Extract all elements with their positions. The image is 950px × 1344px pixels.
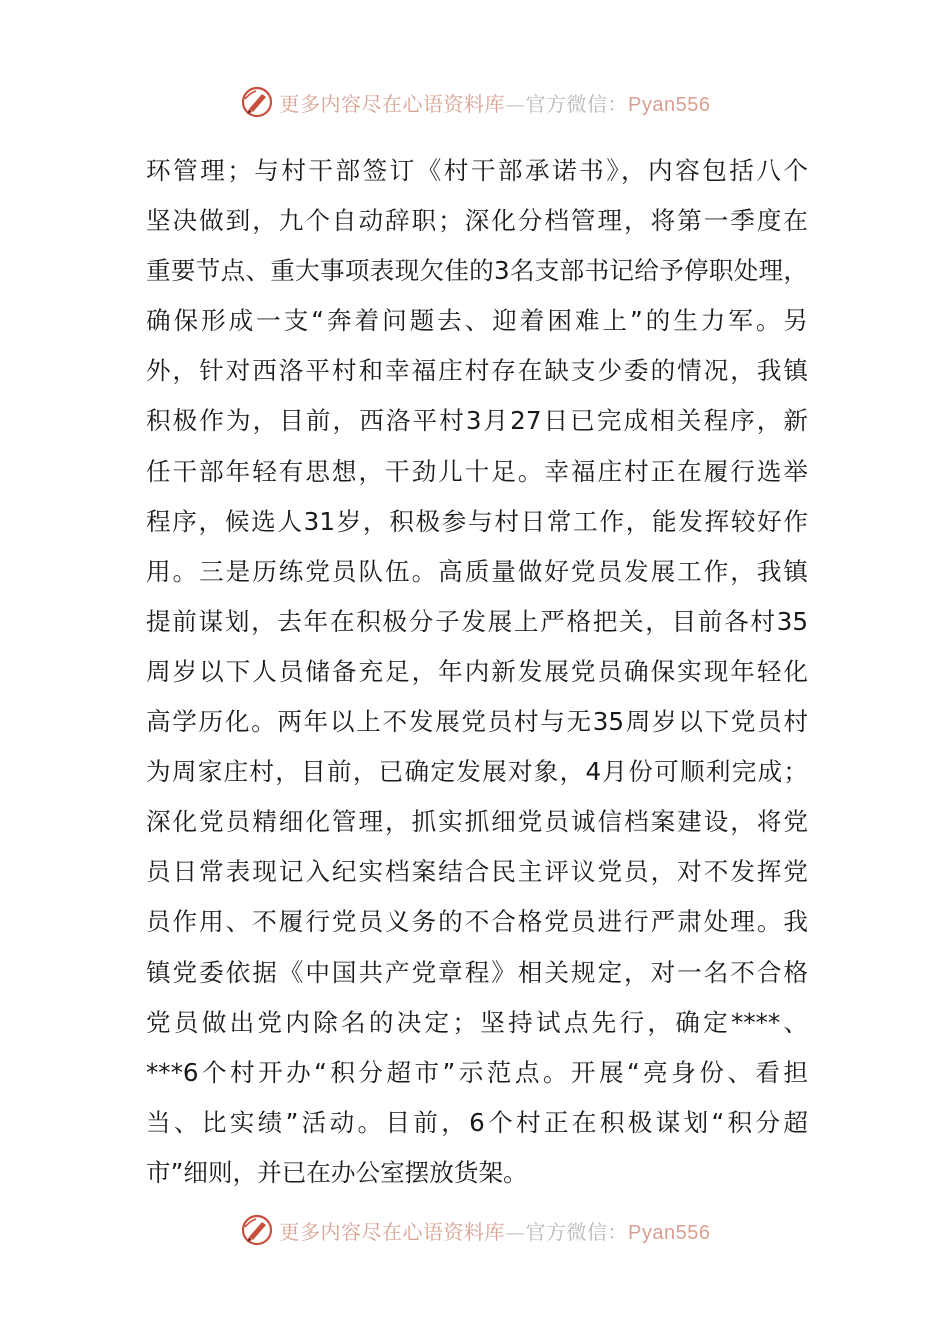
watermark-wechat-id: Pyan556	[628, 93, 711, 116]
watermark-label: 官方微信：	[525, 91, 629, 116]
body-line: 深化党员精细化管理，抓实抓细党员诚信档案建设，将党	[146, 807, 808, 837]
watermark-text	[280, 88, 711, 117]
watermark-separator: —	[505, 1219, 526, 1244]
pen-nib-circle-icon	[240, 1213, 274, 1247]
watermark-brand: 更多内容尽在心语资料库	[279, 1219, 506, 1244]
body-line: 周岁以下人员储备充足，年内新发展党员确保实现年轻化	[146, 656, 808, 686]
body-line: 市”细则，并已在办公室摆放货架。	[146, 1157, 528, 1187]
pen-nib-circle-icon	[240, 85, 274, 119]
body-line: 任干部年轻有思想，干劲儿十足。幸福庄村正在履行选举	[146, 456, 808, 486]
body-line: 重要节点、重大事项表现欠佳的3名支部书记给予停职处理，	[146, 256, 808, 286]
watermark-separator: —	[505, 91, 526, 116]
header-watermark	[0, 82, 950, 122]
body-line: 员作用、不履行党员义务的不合格党员进行严肃处理。我	[146, 907, 808, 937]
body-line: 提前谋划，去年在积极分子发展上严格把关，目前各村35	[146, 606, 808, 636]
body-line: 镇党委依据《中国共产党章程》相关规定，对一名不合格	[146, 957, 808, 987]
watermark-brand: 更多内容尽在心语资料库	[279, 91, 506, 116]
body-line: 坚决做到，九个自动辞职；深化分档管理，将第一季度在	[146, 206, 808, 236]
footer-watermark	[0, 1210, 950, 1250]
watermark-text	[280, 1216, 711, 1245]
body-line: 高学历化。两年以上不发展党员村与无35周岁以下党员村	[146, 707, 808, 737]
body-line: 程序，候选人31岁，积极参与村日常工作，能发挥较好作	[146, 506, 808, 536]
body-line: 确保形成一支“奔着问题去、迎着困难上”的生力军。另	[146, 306, 808, 336]
body-line: ***6个村开办“积分超市”示范点。开展“亮身份、看担	[146, 1057, 808, 1087]
body-line: 员日常表现记入纪实档案结合民主评议党员，对不发挥党	[146, 857, 808, 887]
body-line: 当、比实绩”活动。目前，6个村正在积极谋划“积分超	[146, 1107, 808, 1137]
body-line: 党员做出党内除名的决定；坚持试点先行，确定****、	[146, 1007, 808, 1037]
body-line: 环管理；与村干部签订《村干部承诺书》，内容包括八个	[146, 156, 808, 185]
body-line: 外，针对西洛平村和幸福庄村存在缺支少委的情况，我镇	[146, 356, 808, 386]
body-line: 为周家庄村，目前，已确定发展对象，4月份可顺利完成；	[146, 757, 808, 787]
watermark-wechat-id: Pyan556	[628, 1221, 711, 1244]
watermark-label: 官方微信：	[525, 1219, 629, 1244]
body-line: 用。三是历练党员队伍。高质量做好党员发展工作，我镇	[146, 556, 808, 586]
body-line: 积极作为，目前，西洛平村3月27日已完成相关程序，新	[146, 406, 808, 436]
document-body	[146, 146, 808, 1198]
